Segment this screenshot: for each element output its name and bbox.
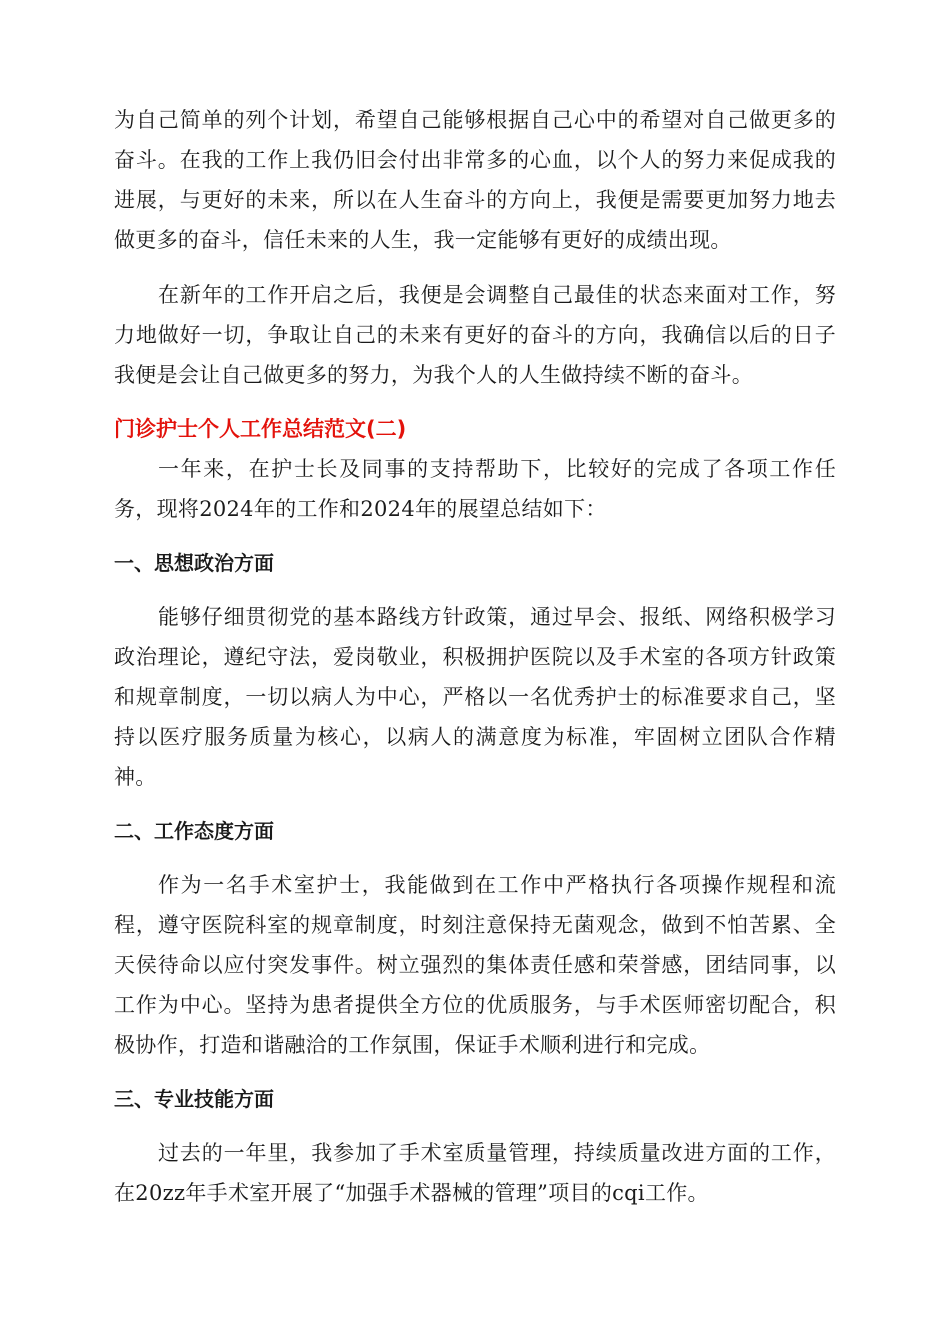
section-heading-political: 一、思想政治方面 [114,551,274,575]
section-body-attitude: 作为一名手术室护士，我能做到在工作中严格执行各项操作规程和流程，遵守医院科室的规章制度，时刻注意保持无菌观念，做到不怕苦累、全天侯待命以应付突发事件。树立强烈的集体责任感和荣誉感，团结同事，以工作为中心。坚持为患者提供全方位的优质服务，与手术医师密切配合，积极协作，打造和谐融洽的工作氛围，保证手术顺利进行和完成。 [114,873,836,1057]
paragraph-new-year: 在新年的工作开启之后，我便是会调整自己最佳的状态来面对工作，努力地做好一切，争取让自己的未来有更好的奋斗的方向，我确信以后的日子我便是会让自己做更多的努力，为我个人的人生做持续不断的奋斗。 [114,283,836,387]
document-body [114,100,836,1213]
article-title: 门诊护士个人工作总结范文(二) [114,417,407,441]
section-heading-skills: 三、专业技能方面 [114,1087,274,1111]
section-body-skills: 过去的一年里，我参加了手术室质量管理，持续质量改进方面的工作，在20zz年手术室开展了“加强手术器械的管理”项目的cqi工作。 [114,1141,836,1205]
section-heading-attitude: 二、工作态度方面 [114,819,274,843]
section-body-political: 能够仔细贯彻党的基本路线方针政策，通过早会、报纸、网络积极学习政治理论，遵纪守法，爱岗敬业，积极拥护医院以及手术室的各项方针政策和规章制度，一切以病人为中心，严格以一名优秀护士的标准要求自己，坚持以医疗服务质量为核心，以病人的满意度为标准，牢固树立团队合作精神。 [114,605,836,789]
paragraph-continuation: 为自己简单的列个计划，希望自己能够根据自己心中的希望对自己做更多的奋斗。在我的工作上我仍旧会付出非常多的心血，以个人的努力来促成我的进展，与更好的未来，所以在人生奋斗的方向上，我便是需要更加努力地去做更多的奋斗，信任未来的人生，我一定能够有更好的成绩出现。 [114,108,836,252]
paragraph-intro: 一年来，在护士长及同事的支持帮助下，比较好的完成了各项工作任务，现将2024年的工作和2024年的展望总结如下： [114,457,836,521]
